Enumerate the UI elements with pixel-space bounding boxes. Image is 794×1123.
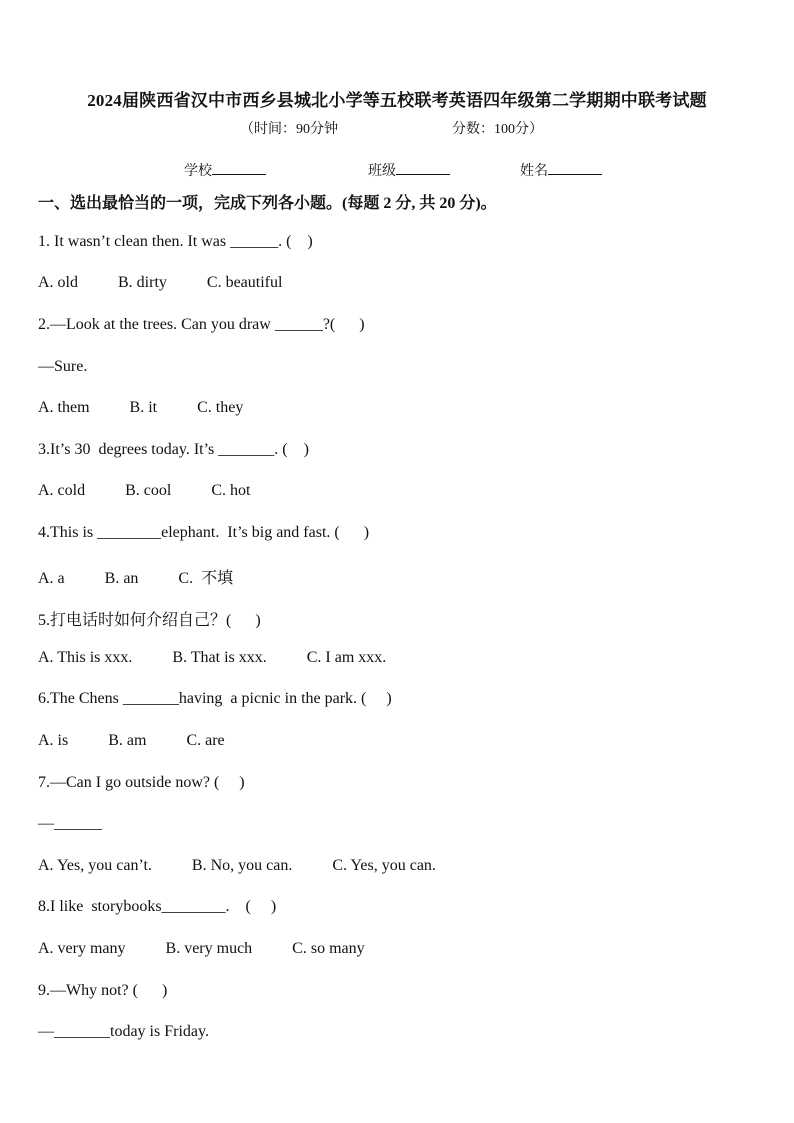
exam-time: （时间：90分钟 (240, 122, 338, 137)
name-blank (548, 160, 602, 175)
options-line: A. a B. an C. 不填 (38, 570, 234, 587)
section-heading: 一、选出最恰当的一项，完成下列各小题。(每题 2 分, 共 20 分)。 (38, 195, 497, 212)
class-label: 班级 (368, 164, 396, 179)
question-line: 4.This is ________elephant. It’s big and fast. ( ) (38, 524, 370, 541)
question-line: 8.I like storybooks________. ( ) (38, 898, 277, 915)
options-line: A. cold B. cool C. hot (38, 482, 251, 499)
question-line: 6.The Chens _______having a picnic in the park. ( ) (38, 690, 392, 707)
answer-line: —_______today is Friday. (38, 1023, 209, 1040)
exam-score: 分数：100分） (452, 122, 543, 137)
question-line: 2.—Look at the trees. Can you draw ______?( ) (38, 316, 365, 333)
options-line: A. Yes, you can’t. B. No, you can. C. Yes, you can. (38, 857, 436, 874)
question-line: 3.It’s 30 degrees today. It’s _______. ( ) (38, 441, 309, 458)
answer-line: —______ (38, 815, 102, 832)
options-line: A. is B. am C. are (38, 732, 225, 749)
class-field (368, 160, 450, 180)
exam-title: 2024届陕西省汉中市西乡县城北小学等五校联考英语四年级第二学期期中联考试题 (87, 91, 707, 110)
question-line: 1. It wasn’t clean then. It was ______. ( ) (38, 233, 313, 250)
school-label: 学校 (184, 164, 212, 179)
options-line: A. them B. it C. they (38, 399, 244, 416)
options-line: A. very many B. very much C. so many (38, 940, 365, 957)
answer-line: —Sure. (38, 358, 88, 375)
question-line: 5.打电话时如何介绍自己？( ) (38, 612, 261, 629)
question-line: 7.—Can I go outside now? ( ) (38, 774, 245, 791)
options-line: A. This is xxx. B. That is xxx. C. I am xxx. (38, 649, 387, 666)
school-field (184, 160, 266, 180)
question-line: 9.—Why not? ( ) (38, 982, 168, 999)
options-line: A. old B. dirty C. beautiful (38, 274, 283, 291)
name-label: 姓名 (520, 164, 548, 179)
name-field (520, 160, 602, 180)
school-blank (212, 160, 266, 175)
class-blank (396, 160, 450, 175)
